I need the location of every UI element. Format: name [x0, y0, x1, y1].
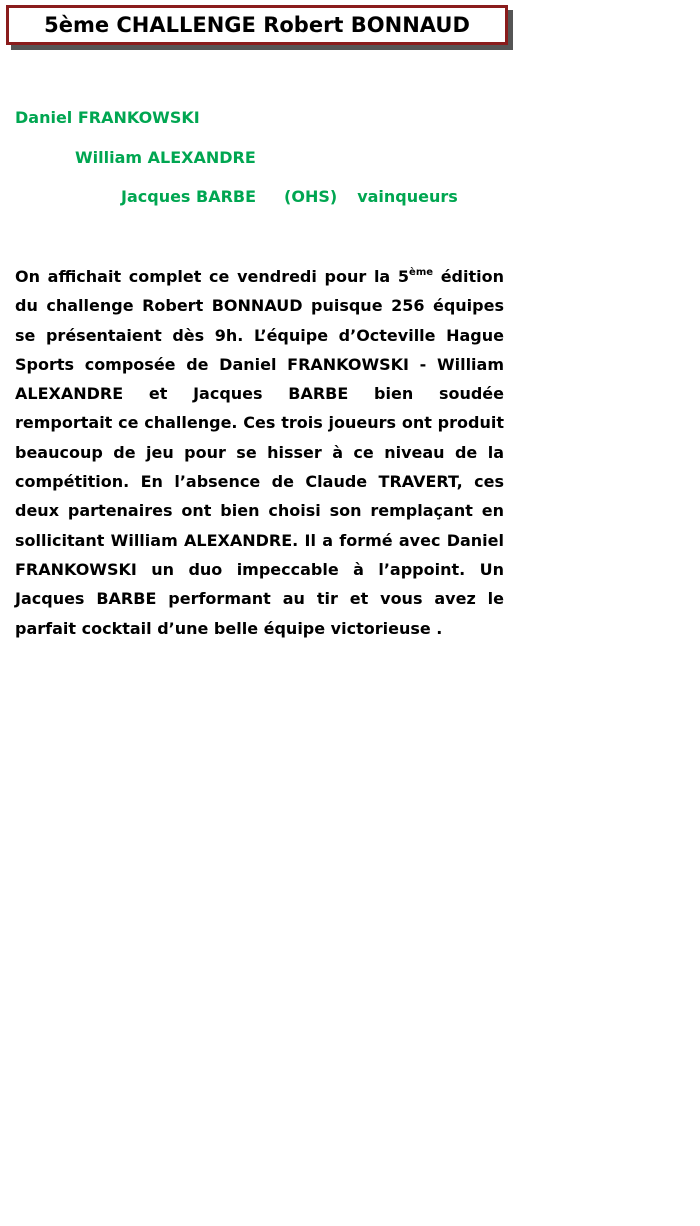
winner-name-3: Jacques BARBE: [121, 187, 257, 206]
winner-line-2: [75, 148, 256, 167]
winner-line-3: [121, 187, 458, 206]
article-body: [15, 262, 504, 643]
article-text-rest: édition du challenge Robert BONNAUD puisque 256 équipes se présentaient dès 9h. L’équipe d’Octeville Hague Sports composée de Daniel FRANKOWSKI - William ALEXANDRE et Jacques BARBE bien soudée remportait ce challenge. Ces trois joueurs ont produit beaucoup de jeu pour se hisser à ce niveau de la compétition. En l’absence de Claude TRAVERT, ces deux partenaires ont bien choisi son remplaçant en sollicitant William ALEXANDRE. Il a formé avec Daniel FRANKOWSKI un duo impeccable à l’appoint. Un Jacques BARBE performant au tir et vous avez le parfait cocktail d’une belle équipe victorieuse .: [15, 267, 505, 638]
title-box: [6, 5, 508, 45]
ordinal-superscript: ème: [409, 267, 434, 278]
winner-label: vainqueurs: [357, 187, 458, 206]
page-title: 5ème CHALLENGE Robert BONNAUD: [44, 13, 470, 37]
winner-name-1: Daniel FRANKOWSKI: [15, 108, 200, 127]
article-text-start: On affichait complet ce vendredi pour la 5: [15, 267, 410, 286]
winner-club: (OHS): [284, 187, 338, 206]
winner-name-2: William ALEXANDRE: [75, 148, 256, 167]
winner-line-1: [15, 108, 200, 127]
